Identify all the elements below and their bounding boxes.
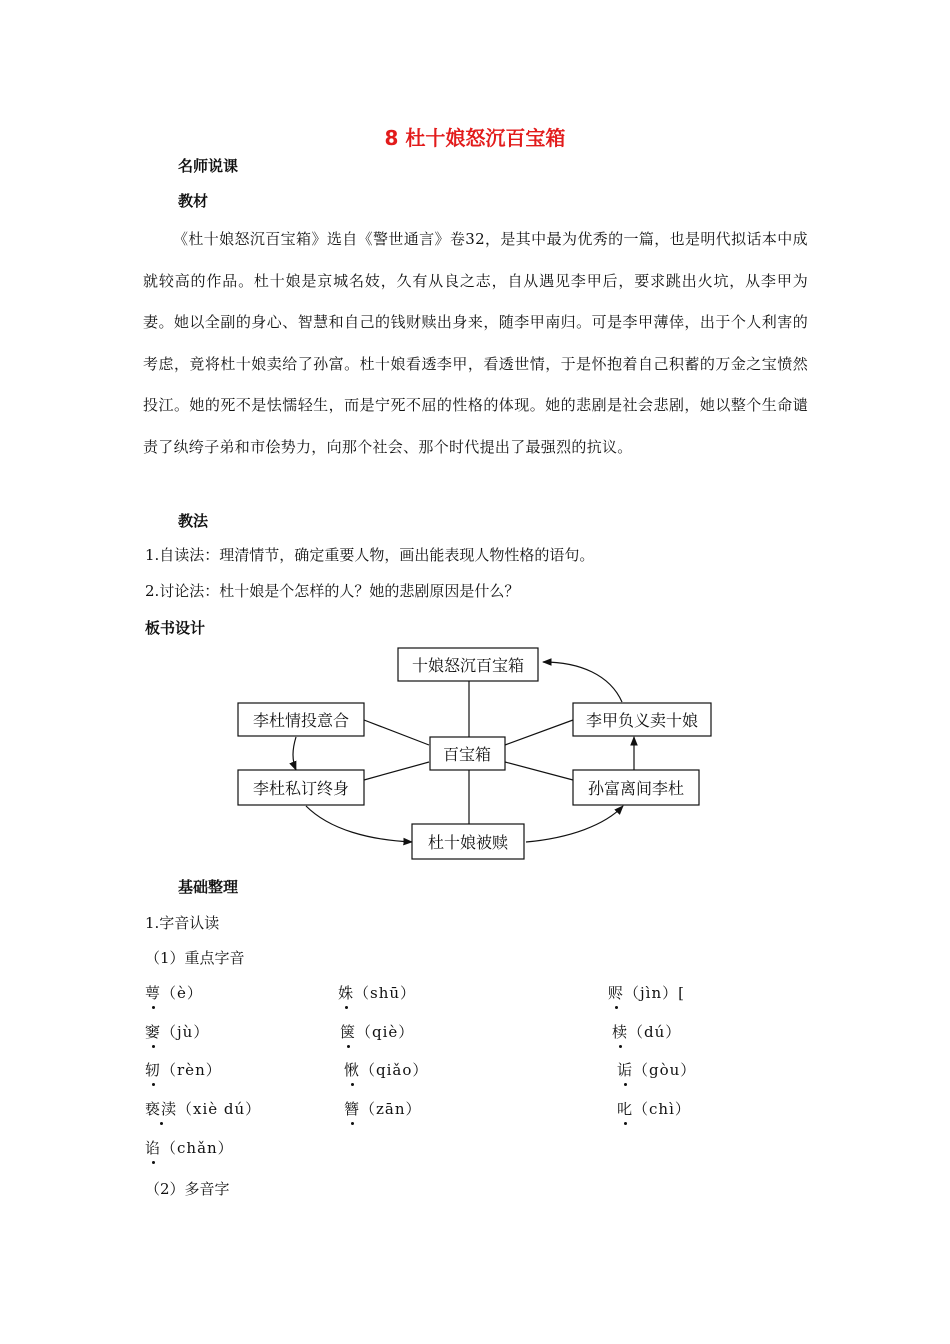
page-title: 8 杜十娘怒沉百宝箱 xyxy=(384,126,566,150)
pinyin-entry: 箧（qiè） xyxy=(340,1023,415,1041)
node-center: 百宝箱 xyxy=(442,745,492,764)
node-top: 十娘怒沉百宝箱 xyxy=(411,656,525,675)
pinyin-entry: 轫（rèn） xyxy=(145,1061,222,1079)
pinyin-entry: 椟（dú） xyxy=(612,1023,682,1041)
board-diagram xyxy=(230,640,730,870)
arrow-down-left xyxy=(293,737,296,770)
node-right-top: 李甲负义卖十娘 xyxy=(585,711,699,730)
connector-line xyxy=(505,762,573,780)
arrow-to-bottom xyxy=(306,806,412,842)
pinyin-entry: 窭（jù） xyxy=(145,1023,210,1041)
pinyin-entry: 赆（jìn）[ xyxy=(608,984,685,1002)
method-item-2: 2.讨论法：杜十娘是个怎样的人？她的悲剧原因是什么？ xyxy=(145,582,520,600)
node-bottom: 杜十娘被赎 xyxy=(427,833,509,852)
section-pronunciation: 1.字音认读 xyxy=(145,914,220,932)
method-item-1: 1.自读法：理清情节，确定重要人物，画出能表现人物性格的语句。 xyxy=(145,546,595,564)
connector-line xyxy=(505,720,573,745)
pinyin-entry: 亵渎（xiè dú） xyxy=(145,1100,262,1118)
pinyin-entry: 诟（gòu） xyxy=(617,1061,697,1079)
pinyin-entry: 谄（chǎn） xyxy=(145,1139,234,1157)
pinyin-entry: 叱（chì） xyxy=(617,1100,691,1118)
heading-board: 板书设计 xyxy=(145,619,206,637)
node-left-bottom: 李杜私订终身 xyxy=(252,779,350,798)
material-paragraph: 《杜十娘怒沉百宝箱》选自《警世通言》卷32，是其中最为优秀的一篇，也是明代拟话本中成就较高的作品。杜十娘是京城名妓，久有从良之志，自从遇见李甲后，要求跳出火坑，从李甲为妻。她以全副的身心、智慧和自己的钱财赎出身来，随李甲南归。可是李甲薄倖，出于个人利害的考虑，竟将杜十娘卖给了孙富。杜十娘看透李甲，看透世情，于是怀抱着自己积蓄的万金之宝愤然投江。她的死不是怯懦轻生，而是宁死不屈的性格的体现。她的悲剧是社会悲剧，她以整个生命谴责了纨绔子弟和市侩势力，向那个社会、那个时代提出了最强烈的抗议。 xyxy=(143,230,808,456)
heading-method: 教法 xyxy=(178,512,209,530)
connector-line xyxy=(364,762,429,780)
arrow-to-top xyxy=(543,662,622,702)
pinyin-entry: 萼（è） xyxy=(145,984,203,1002)
heading-material: 教材 xyxy=(178,192,209,210)
subsection-key-sounds: （1）重点字音 xyxy=(145,949,245,967)
heading-basics: 基础整理 xyxy=(178,878,239,896)
subsection-polyphones: （2）多音字 xyxy=(145,1180,230,1198)
pinyin-entry: 愀（qiǎo） xyxy=(344,1061,429,1079)
heading-lesson: 名师说课 xyxy=(178,157,239,175)
connector-line xyxy=(364,720,429,745)
node-left-top: 李杜情投意合 xyxy=(252,711,350,730)
pinyin-entry: 簪（zān） xyxy=(344,1100,422,1118)
pinyin-entry: 姝（shū） xyxy=(338,984,417,1002)
node-right-bottom: 孙富离间李杜 xyxy=(587,779,685,798)
arrow-to-right-bottom xyxy=(526,806,623,842)
